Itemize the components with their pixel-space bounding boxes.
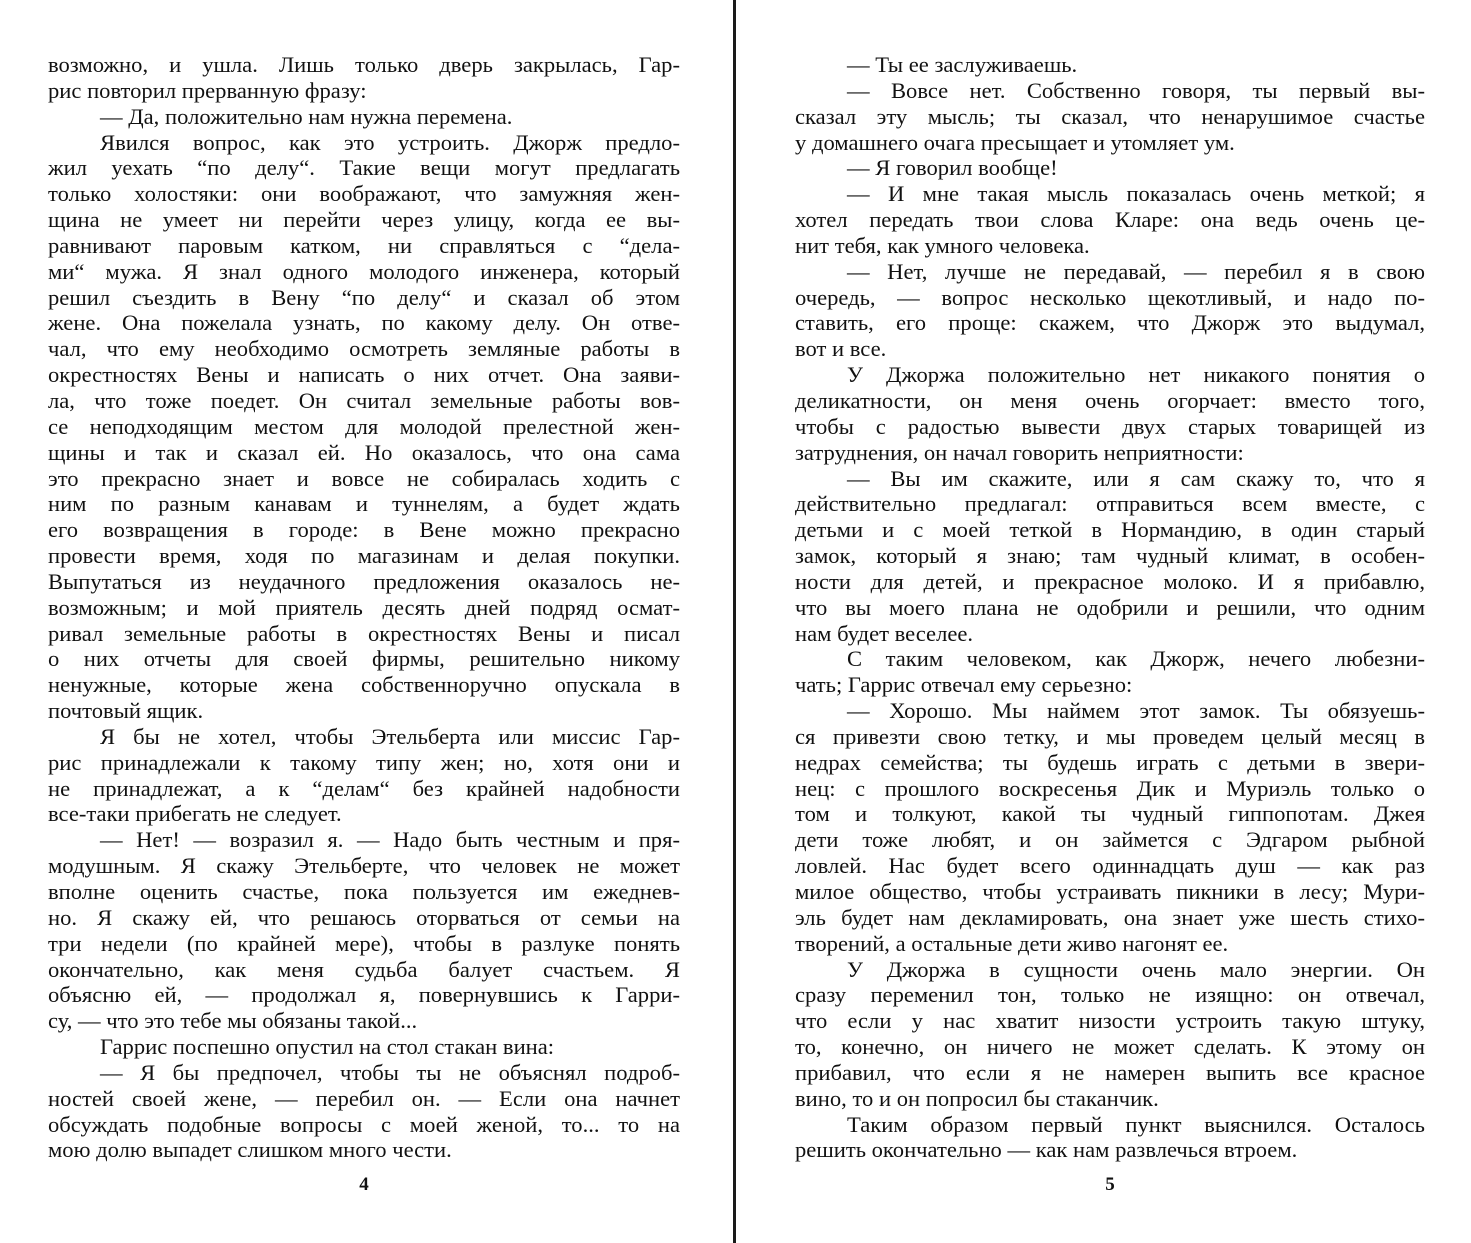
text-line: провести время, ходя по магазинам и делая покупки.	[48, 543, 680, 569]
text-line: У Джоржа положительно нет никакого понятия о	[847, 362, 1425, 388]
text-line: три недели (по крайней мере), чтобы в разлуке понять	[48, 930, 680, 956]
text-line: его возвращения в городе: в Вене можно прекрасно	[48, 517, 680, 543]
text-line: Я бы не хотел, чтобы Этельберта или миссис Гар-	[100, 723, 680, 749]
text-line: мою долю выпадет слишком много чести.	[48, 1137, 452, 1163]
text-line: С таким человеком, как Джорж, нечего любезни-	[847, 646, 1425, 672]
text-line: вино, то и он попросил бы стаканчик.	[795, 1085, 1159, 1111]
text-line: ним по разным канавам и туннелям, а будет ждать	[48, 491, 680, 517]
text-line: щина не умеет ни перейти через улицу, когда ее вы-	[48, 207, 680, 233]
text-line: недрах семейства; ты будешь играть с детьми в звери-	[795, 749, 1425, 775]
text-line: — Хорошо. Мы наймем этот замок. Ты обязуешь-	[847, 698, 1425, 724]
page-number-left: 4	[359, 1174, 369, 1195]
text-line: ривал земельные работы в окрестностях Вены и писал	[48, 620, 680, 646]
text-line: равнивают паровым катком, ни справляться с “дела-	[48, 232, 680, 258]
text-line: объясню ей, — продолжал я, повернувшись к Гарри-	[48, 982, 680, 1008]
text-line: У Джоржа в сущности очень мало энергии. Он	[847, 956, 1425, 982]
text-line: Гаррис поспешно опустил на стол стакан вина:	[100, 1034, 555, 1060]
text-line: решил съездить в Вену “по делу“ и сказал об этом	[48, 284, 680, 310]
text-line: действительно предлагал: отправиться всем вместе, с	[795, 491, 1425, 517]
text-line: — Вовсе нет. Собственно говоря, ты первый вы-	[847, 77, 1425, 103]
text-line: жене. Она пожелала узнать, по какому делу. Он отве-	[48, 310, 680, 336]
text-line: чать; Гаррис отвечал ему серьезно:	[795, 672, 1133, 698]
text-line: Таким образом первый пункт выяснился. Осталось	[847, 1111, 1425, 1137]
text-line: рис повторил прерванную фразу:	[48, 77, 367, 103]
text-line: нец: с прошлого воскресенья Дик и Муриэль только о	[795, 775, 1425, 801]
left-page-text	[48, 52, 680, 1163]
text-line: — Нет, лучше не передавай, — перебил я в свою	[847, 258, 1425, 284]
text-line: только холостяки: они воображают, что замужняя жен-	[48, 181, 680, 207]
text-line: рис принадлежали к такому типу жен; но, хотя они и	[48, 749, 680, 775]
text-line: — Вы им скажите, или я сам скажу то, что я	[847, 465, 1425, 491]
text-line: ла, что тоже поедет. Он считал земельные работы вов-	[48, 387, 680, 413]
text-line: о них отчеты для своей фирмы, решительно никому	[48, 646, 680, 672]
text-line: — Ты ее заслуживаешь.	[847, 52, 1078, 77]
page-number-right: 5	[1105, 1174, 1115, 1195]
text-line: том и толкуют, какой ты чудный гиппопотам. Джея	[795, 801, 1425, 827]
text-line: эль будет нам декламировать, она знает уже шесть стихо-	[795, 904, 1425, 930]
text-line: у домашнего очага пресыщает и утомляет ум.	[795, 129, 1235, 155]
text-line: нит тебя, как умного человека.	[795, 232, 1090, 258]
text-line: ми“ мужа. Я знал одного молодого инженера, который	[48, 258, 680, 284]
text-line: ловлей. Нас будет всего одиннадцать душ — как раз	[795, 853, 1425, 879]
text-line: но. Я скажу ей, что решаюсь оторваться от семьи на	[48, 904, 680, 930]
text-line: сразу переменил тон, только не изящно: он отвечал,	[795, 982, 1425, 1008]
text-line: детьми и с моей теткой в Нормандию, в один старый	[795, 517, 1425, 543]
text-line: что если у нас хватит низости устроить такую штуку,	[795, 1008, 1425, 1034]
text-line: дети тоже любят, и он займется с Эдгаром рыбной	[795, 827, 1425, 853]
text-line: вполне оценить счастье, пока пользуется им ежеднев-	[48, 879, 680, 904]
text-line: это прекрасно знает и вовсе не собиралась ходить с	[48, 465, 680, 491]
text-line: ся привезти свою тетку, и мы проведем целый месяц в	[795, 723, 1425, 749]
text-line: прибавил, что если я не намерен выпить все красное	[795, 1059, 1425, 1085]
text-line: жил уехать “по делу“. Такие вещи могут предлагать	[48, 155, 680, 181]
text-line: ности для детей, и прекрасное молоко. И я прибавлю,	[795, 568, 1425, 594]
text-line: щины и так и сказал ей. Но оказалось, что она сама	[48, 439, 680, 465]
text-line: окрестностях Вены и написать о них отчет. Она заяви-	[48, 362, 680, 388]
text-line: — И мне такая мысль показалась очень меткой; я	[847, 181, 1425, 207]
text-line: то, конечно, он ничего не может сделать. К этому он	[795, 1034, 1425, 1060]
text-line: нам будет веселее.	[795, 620, 974, 646]
text-line: — Я бы предпочел, чтобы ты не объяснял подроб-	[100, 1059, 680, 1085]
text-line: хотел передать твои слова Кларе: она ведь очень це-	[795, 207, 1425, 233]
text-line: вот и все.	[795, 336, 887, 362]
text-line: ностей своей жене, — перебил он. — Если она начнет	[48, 1085, 680, 1111]
text-line: обсуждать подобные вопросы с моей женой, то... то на	[48, 1111, 680, 1137]
text-line: решить окончательно — как нам развлечься втроем.	[795, 1137, 1298, 1163]
text-line: сказал эту мысль; ты сказал, что ненарушимое счастье	[795, 103, 1425, 129]
text-line: модушным. Я скажу Этельберте, что человек не может	[48, 853, 680, 879]
text-line: — Нет! — возразил я. — Надо быть честным и пря-	[100, 827, 680, 853]
text-line: затруднения, он начал говорить неприятности:	[795, 439, 1244, 465]
text-line: что вы моего плана не одобрили и решили, что одним	[795, 594, 1425, 620]
text-line: возможным; и мой приятель десять дней подряд осмат-	[48, 594, 680, 620]
right-page-text	[795, 52, 1425, 1163]
text-line: все-таки прибегать не следует.	[48, 801, 342, 827]
text-line: ненужные, которые жена собственноручно опускала в	[48, 672, 680, 698]
text-line: почтовый ящик.	[48, 698, 204, 724]
text-line: возможно, и ушла. Лишь только дверь закрылась, Гар-	[48, 52, 680, 77]
text-line: Выпутаться из неудачного предложения оказалось не-	[48, 568, 680, 594]
text-line: очередь, — вопрос несколько щекотливый, и надо по-	[795, 284, 1425, 310]
text-line: се неподходящим местом для молодой прелестной жен-	[48, 413, 680, 439]
text-line: замок, который я знаю; там чудный климат, в особен-	[795, 543, 1425, 569]
right-page	[795, 0, 1425, 1243]
book-spine-divider	[733, 0, 736, 1243]
text-line: — Да, положительно нам нужна перемена.	[100, 103, 513, 129]
text-line: чал, что ему необходимо осмотреть земляные работы в	[48, 336, 680, 362]
text-line: — Я говорил вообще!	[847, 155, 1058, 181]
text-line: ставить, его проще: скажем, что Джорж это выдумал,	[795, 310, 1425, 336]
text-line: творений, а остальные дети живо нагонят ее.	[795, 930, 1229, 956]
text-line: чтобы с радостью вывести двух старых товарищей из	[795, 413, 1425, 439]
text-line: милое общество, чтобы устраивать пикники в лесу; Мури-	[795, 879, 1425, 904]
text-line: су, — что это тебе мы обязаны такой...	[48, 1008, 418, 1034]
left-page	[48, 0, 680, 1243]
text-line: окончательно, как меня судьба балует счастьем. Я	[48, 956, 680, 982]
text-line: не принадлежат, а к “делам“ без крайней надобности	[48, 775, 680, 801]
text-line: Явился вопрос, как это устроить. Джорж предло-	[100, 129, 680, 155]
text-line: деликатности, он меня очень огорчает: вместо того,	[795, 387, 1425, 413]
